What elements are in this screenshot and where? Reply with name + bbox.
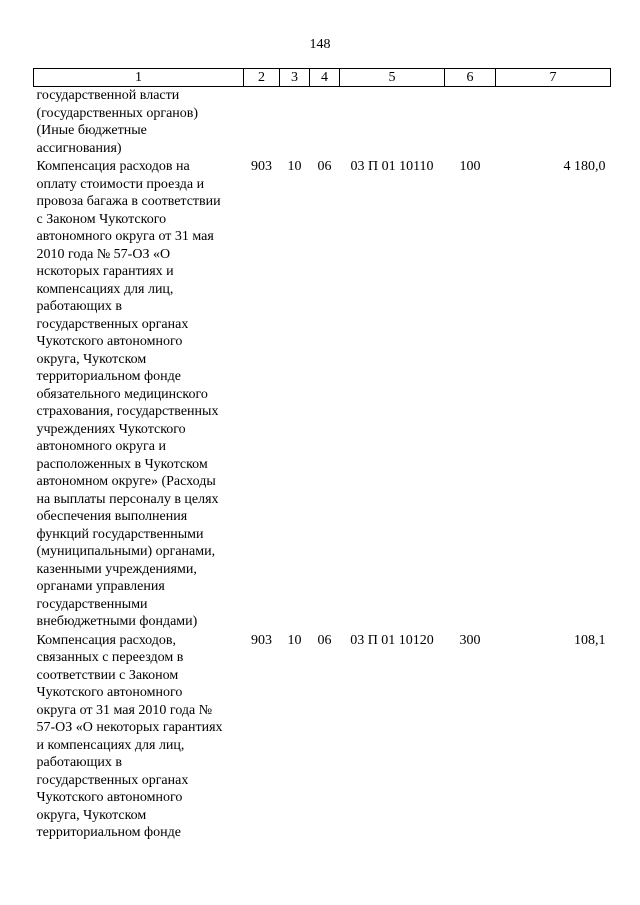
expense-name-line: 57-ОЗ «О некоторых гарантиях: [36, 720, 223, 735]
expense-name-line: автономного округа и: [36, 439, 166, 454]
page-number: 148: [309, 37, 331, 52]
amount-cell: 108,1: [574, 632, 606, 648]
expense-name-line: территориальном фонде: [36, 825, 181, 840]
expense-name-line: автономного округа от 31 мая: [36, 229, 214, 244]
header-col-1: 1: [34, 69, 244, 87]
header-col-7: 7: [496, 69, 611, 87]
expense-name-line: округа, Чукотском: [36, 351, 147, 367]
header-col-4: 4: [310, 69, 340, 87]
expense-name-line: с Законом Чукотского: [36, 211, 167, 227]
expense-name-line: ассигнования): [36, 140, 122, 156]
expense-name-line: обязательного медицинского: [36, 386, 208, 402]
table-header: [34, 69, 611, 87]
expense-name-line: работающих в: [36, 755, 122, 770]
expense-name-line: государственных органах: [36, 772, 189, 788]
expense-name-cell: [34, 87, 244, 158]
expense-name-line: работающих в: [36, 299, 122, 314]
section-code-cell: 10: [287, 632, 302, 648]
expense-name-line: обеспечения выполнения: [36, 509, 188, 524]
expense-name-line: Чукотского автономного: [36, 685, 183, 700]
expense-name-line: функций государственными: [36, 526, 204, 542]
expense-name-line: и компенсациях для лиц,: [36, 737, 185, 753]
expense-name-line: расположенных в Чукотском: [36, 456, 208, 472]
expense-name-line: соответствии с Законом: [36, 667, 179, 683]
expense-name-line: органами управления: [36, 579, 165, 594]
expense-name-line: государственной власти: [36, 88, 180, 103]
expense-name-line: автономном округе» (Расходы: [36, 474, 216, 489]
subsection-code-cell: [310, 87, 340, 158]
expense-name-line: 2010 года № 57-ОЗ «О: [36, 246, 171, 262]
expense-name-line: Компенсация расходов,: [36, 632, 176, 648]
expense-name-line: государственных органах: [36, 316, 189, 332]
expense-name-line: нскоторых гарантиях и: [36, 264, 174, 279]
expense-name-line: (государственных органов): [36, 105, 199, 121]
expense-name-line: территориальном фонде: [36, 369, 181, 384]
expense-name-line: оплату стоимости проезда и: [36, 176, 205, 192]
target-article-cell: [340, 87, 445, 158]
expense-name-line: Чукотского автономного: [36, 334, 183, 349]
expense-type-cell: [445, 87, 496, 158]
table-row: [34, 157, 611, 631]
table-body: [34, 87, 611, 842]
header-col-2: 2: [244, 69, 280, 87]
expense-name-line: Чукотского автономного: [36, 790, 183, 805]
table-row: [34, 631, 611, 842]
header-col-6: 6: [445, 69, 496, 87]
expense-name-line: компенсациях для лиц,: [36, 281, 174, 297]
ministry-code-cell: [244, 87, 280, 158]
expense-name-line: (муниципальными) органами,: [36, 544, 216, 559]
expense-name-cell: [34, 631, 244, 842]
ministry-code-cell: 903: [251, 632, 272, 648]
budget-table: [33, 68, 611, 842]
header-col-5: 5: [340, 69, 445, 87]
expense-type-cell: 100: [459, 159, 481, 174]
header-row: [34, 69, 611, 87]
expense-name-line: округа, Чукотском: [36, 807, 147, 823]
expense-name-line: казенными учреждениями,: [36, 561, 197, 577]
expense-name-line: учреждениях Чукотского: [36, 421, 186, 437]
target-article-cell: 03 П 01 10120: [350, 632, 434, 648]
expense-name-line: внебюджетными фондами): [36, 614, 198, 629]
subsection-code-cell: 06: [317, 159, 332, 174]
expense-name-line: провоза багажа в соответствии: [36, 194, 221, 209]
expense-name-line: округа от 31 мая 2010 года №: [36, 702, 213, 718]
expense-name-line: Компенсация расходов на: [36, 159, 190, 174]
section-code-cell: [280, 87, 310, 158]
expense-name-line: связанных с переездом в: [36, 650, 184, 665]
table-row: [34, 87, 611, 158]
subsection-code-cell: 06: [317, 632, 332, 648]
target-article-cell: 03 П 01 10110: [350, 159, 434, 174]
amount-cell: [496, 87, 611, 158]
expense-name-line: страхования, государственных: [36, 404, 219, 419]
expense-name-line: государственными: [36, 596, 148, 612]
expense-name-cell: [34, 157, 244, 631]
section-code-cell: 10: [287, 159, 302, 174]
expense-name-line: на выплаты персоналу в целях: [36, 491, 219, 507]
ministry-code-cell: 903: [251, 159, 272, 174]
amount-cell: 4 180,0: [563, 159, 606, 174]
expense-type-cell: 300: [459, 632, 481, 648]
expense-name-line: (Иные бюджетные: [36, 123, 147, 138]
header-col-3: 3: [280, 69, 310, 87]
